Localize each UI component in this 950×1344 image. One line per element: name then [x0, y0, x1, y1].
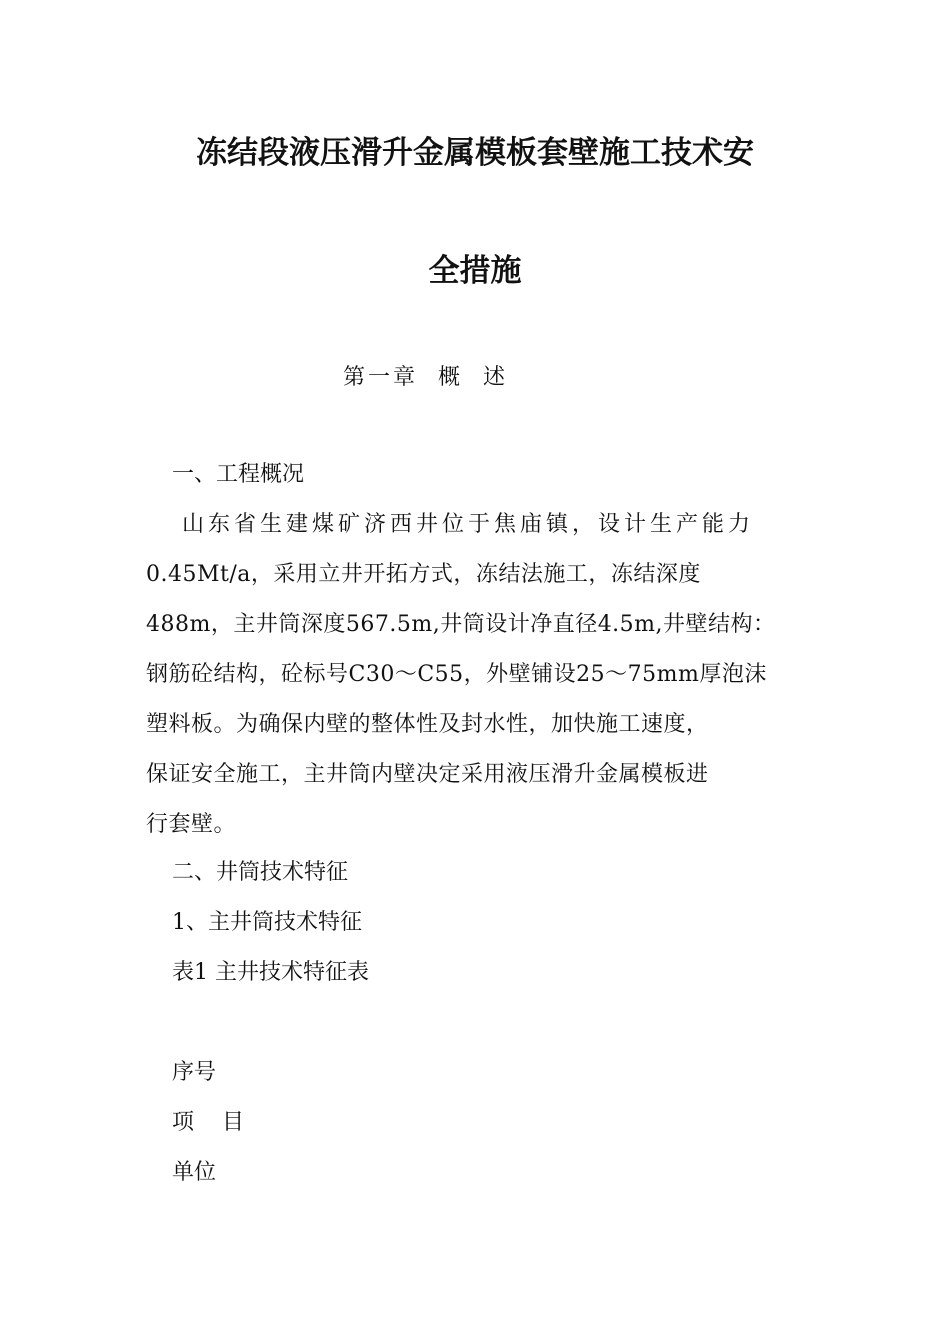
subsection-heading-main-shaft: 1、主井筒技术特征 — [172, 910, 362, 935]
paragraph-line: 488m，主井筒深度567.5m,井筒设计净直径4.5m,井壁结构： — [146, 612, 776, 637]
document-title-line-1: 冻结段液压滑升金属模板套壁施工技术安 — [196, 135, 754, 171]
paragraph-line: 塑料板。为确保内壁的整体性及封水性，加快施工速度， — [146, 712, 709, 737]
paragraph-line: 0.45Mt/a，采用立井开拓方式，冻结法施工，冻结深度 — [146, 562, 701, 587]
paragraph-line: 钢筋砼结构，砼标号C30～C55，外壁铺设25～75mm厚泡沫 — [146, 662, 767, 687]
chapter-heading: 第一章 概 述 — [343, 365, 508, 390]
table-header-serial: 序号 — [172, 1060, 217, 1085]
table-header-item: 项 目 — [172, 1110, 244, 1135]
paragraph-line: 行套壁。 — [146, 812, 237, 837]
section-heading-shaft-features: 二、井筒技术特征 — [172, 860, 349, 885]
document-title-line-2: 全措施 — [428, 253, 522, 289]
table-header-unit: 单位 — [172, 1160, 217, 1185]
paragraph-line: 山东省生建煤矿济西井位于焦庙镇，设计生产能力 — [182, 512, 755, 537]
overview-paragraph — [146, 510, 830, 860]
table-caption: 表1 主井技术特征表 — [172, 960, 369, 985]
section-heading-overview: 一、工程概况 — [172, 462, 305, 487]
paragraph-line: 保证安全施工，主井筒内壁决定采用液压滑升金属模板进 — [146, 762, 709, 787]
